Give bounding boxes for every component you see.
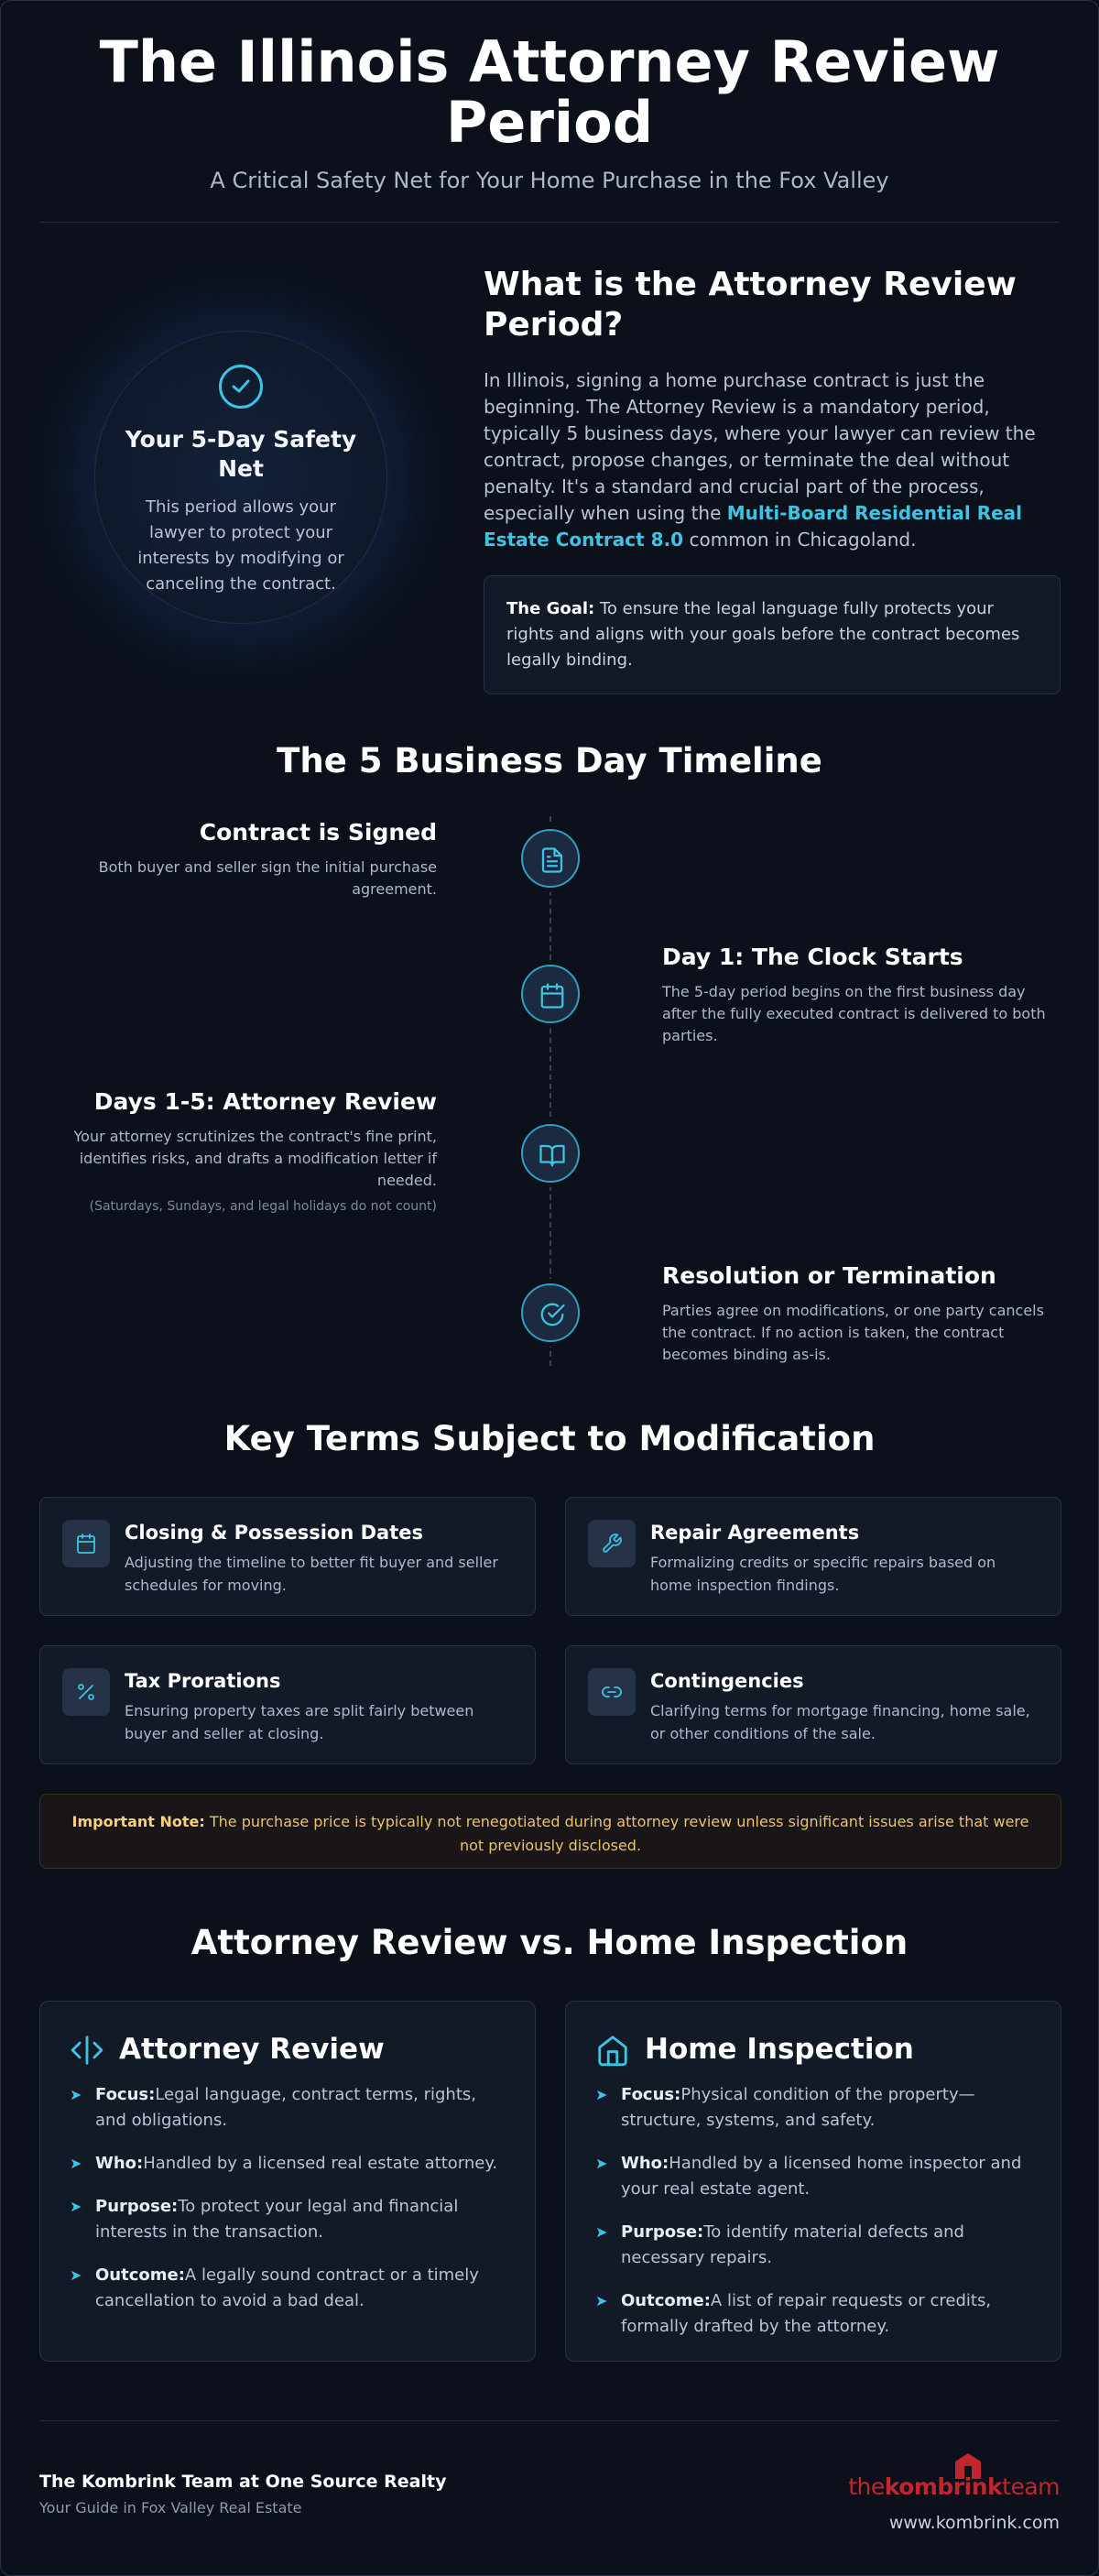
percent-icon: [62, 1668, 110, 1716]
timeline-step-attorney-review: [43, 1087, 437, 1214]
item-text: A legally sound contract or a timely cancellation to avoid a bad deal.: [95, 2265, 479, 2310]
arrow-icon: ➤: [70, 2086, 82, 2103]
note-text: The purchase price is typically not renegotiated during attorney review unless significant issues arise that were not previously disclosed.: [204, 1813, 1029, 1854]
logo-main: kombrink: [884, 2473, 1003, 2500]
company-logo: [848, 2452, 1060, 2504]
safety-net-badge: [94, 331, 387, 624]
list-item: [595, 2288, 1035, 2340]
important-note: [39, 1794, 1061, 1869]
intro-content: [484, 265, 1061, 694]
item-text: Handled by a licensed real estate attorney.: [143, 2154, 498, 2173]
key-term-text: Ensuring property taxes are split fairly between buyer and seller at closing.: [125, 1702, 474, 1742]
timeline-step-text: Your attorney scrutinizes the contract's fine print, identifies risks, and drafts a modification letter if needed.: [73, 1128, 437, 1189]
key-term-text: Formalizing credits or specific repairs based on home inspection findings.: [650, 1554, 996, 1594]
calendar-icon: [62, 1520, 110, 1567]
timeline-step-title: Days 1-5: Attorney Review: [93, 1088, 437, 1115]
timeline-step-text: Parties agree on modifications, or one party cancels the contract. If no action is taken, the contract becomes binding as-is.: [662, 1302, 1044, 1363]
item-text: To identify material defects and necessary repairs.: [621, 2222, 964, 2267]
item-label: Purpose:: [621, 2222, 704, 2242]
goal-box: [484, 575, 1061, 694]
code-icon: [70, 2033, 104, 2068]
card-title: Home Inspection: [645, 2033, 914, 2066]
item-label: Focus:: [95, 2085, 156, 2104]
key-term-title: Tax Prorations: [125, 1670, 281, 1692]
item-text: Physical condition of the property—structure, systems, and safety.: [621, 2085, 975, 2130]
page-subtitle: A Critical Safety Net for Your Home Purchase in the Fox Valley: [210, 168, 889, 193]
item-text: To protect your legal and financial interests in the transaction.: [95, 2197, 459, 2242]
note-label: Important Note:: [71, 1813, 205, 1830]
header: [1, 1, 1098, 193]
footer-team-name: The Kombrink Team at One Source Realty: [39, 2472, 447, 2492]
book-icon: [521, 1124, 580, 1183]
key-term-text: Clarifying terms for mortgage financing, home sale, or other conditions of the sale.: [650, 1702, 1030, 1742]
timeline-step-title: Resolution or Termination: [662, 1262, 996, 1289]
arrow-icon: ➤: [595, 2292, 608, 2309]
footer-divider: [39, 2420, 1060, 2421]
attorney-review-card: [39, 2001, 536, 2362]
key-term-title: Repair Agreements: [650, 1522, 860, 1544]
intro-paragraph-start: In Illinois, signing a home purchase contract is just the beginning. The Attorney Review is a mandatory period, typically 5 business days, where your lawyer can review the contract, propose changes, or terminate the deal without penalty. It's a standard and crucial part of the process, especially when using the: [484, 369, 1036, 524]
list-item: [70, 2263, 509, 2314]
calendar-icon: [521, 965, 580, 1023]
item-text: A list of repair requests or credits, formally drafted by the attorney.: [621, 2291, 992, 2336]
key-term-title: Closing & Possession Dates: [125, 1522, 423, 1544]
goal-text: To ensure the legal language fully protects your rights and aligns with your goals before the contract becomes legally binding.: [506, 599, 1020, 670]
check-circle-icon: [219, 365, 263, 409]
item-label: Who:: [621, 2154, 669, 2173]
list-item: [70, 2151, 509, 2177]
timeline-title: The 5 Business Day Timeline: [277, 741, 822, 780]
timeline-step-resolution: [662, 1261, 1056, 1366]
arrow-icon: ➤: [595, 2223, 608, 2241]
document-icon: [521, 829, 580, 888]
arrow-icon: ➤: [70, 2155, 82, 2172]
list-item: [595, 2151, 1035, 2202]
goal-label: The Goal:: [506, 599, 595, 618]
arrow-icon: ➤: [70, 2198, 82, 2215]
timeline-step-signed: [43, 818, 437, 901]
wrench-icon: [588, 1520, 636, 1567]
divider: [39, 222, 1060, 223]
item-label: Who:: [95, 2154, 144, 2173]
key-term-card: [565, 1645, 1061, 1764]
timeline-step-title: Contract is Signed: [199, 819, 437, 846]
intro-heading: What is the Attorney Review Period?: [484, 266, 1017, 344]
arrow-icon: ➤: [595, 2155, 608, 2172]
item-label: Outcome:: [621, 2291, 711, 2310]
list-item: [70, 2194, 509, 2245]
comparison-title: Attorney Review vs. Home Inspection: [190, 1923, 909, 1962]
footer-tagline: Your Guide in Fox Valley Real Estate: [39, 2499, 302, 2516]
timeline-step-clock-starts: [662, 943, 1056, 1047]
item-text: Legal language, contract terms, rights, and obligations.: [95, 2085, 477, 2130]
key-term-card: [39, 1645, 536, 1764]
attorney-review-list: [70, 2082, 509, 2331]
list-item: [595, 2220, 1035, 2271]
list-item: [70, 2082, 509, 2134]
timeline-step-note: (Saturdays, Sundays, and legal holidays do not count): [89, 1199, 437, 1214]
timeline-step-text: The 5-day period begins on the first business day after the fully executed contract is delivered to both parties.: [662, 983, 1046, 1044]
key-terms-title: Key Terms Subject to Modification: [223, 1419, 876, 1458]
home-icon: [595, 2033, 630, 2068]
arrow-icon: ➤: [595, 2086, 608, 2103]
card-title: Attorney Review: [119, 2033, 385, 2066]
key-term-text: Adjusting the timeline to better fit buyer and seller schedules for moving.: [125, 1554, 498, 1594]
list-item: [595, 2082, 1035, 2134]
check-circle-icon: [521, 1283, 580, 1342]
timeline-step-title: Day 1: The Clock Starts: [662, 944, 963, 970]
key-term-title: Contingencies: [650, 1670, 804, 1692]
website-link[interactable]: www.kombrink.com: [888, 2513, 1060, 2533]
intro-paragraph: [484, 367, 1061, 553]
item-label: Focus:: [621, 2085, 681, 2104]
key-term-card: [39, 1497, 536, 1616]
item-text: Handled by a licensed home inspector and your real estate agent.: [621, 2154, 1022, 2199]
logo-suffix: team: [1002, 2473, 1060, 2500]
link-icon: [588, 1668, 636, 1716]
contract-highlight: Multi-Board Residential Real Estate Contract 8.0: [484, 502, 1023, 551]
timeline-step-text: Both buyer and seller sign the initial purchase agreement.: [98, 858, 437, 898]
arrow-icon: ➤: [70, 2266, 82, 2284]
home-inspection-card: [565, 2001, 1061, 2362]
badge-text: This period allows your lawyer to protect your interests by modifying or canceling the contract.: [137, 497, 344, 594]
logo-text: [848, 2473, 1060, 2500]
badge-title: Your 5-Day Safety Net: [125, 426, 357, 482]
item-label: Outcome:: [95, 2265, 185, 2285]
key-term-card: [565, 1497, 1061, 1616]
page-title: The Illinois Attorney Review Period: [99, 28, 1000, 156]
intro-section: [39, 257, 1060, 688]
item-label: Purpose:: [95, 2197, 179, 2216]
home-inspection-list: [595, 2082, 1035, 2357]
logo-prefix: the: [848, 2473, 885, 2500]
intro-paragraph-end: common in Chicagoland.: [683, 529, 917, 551]
